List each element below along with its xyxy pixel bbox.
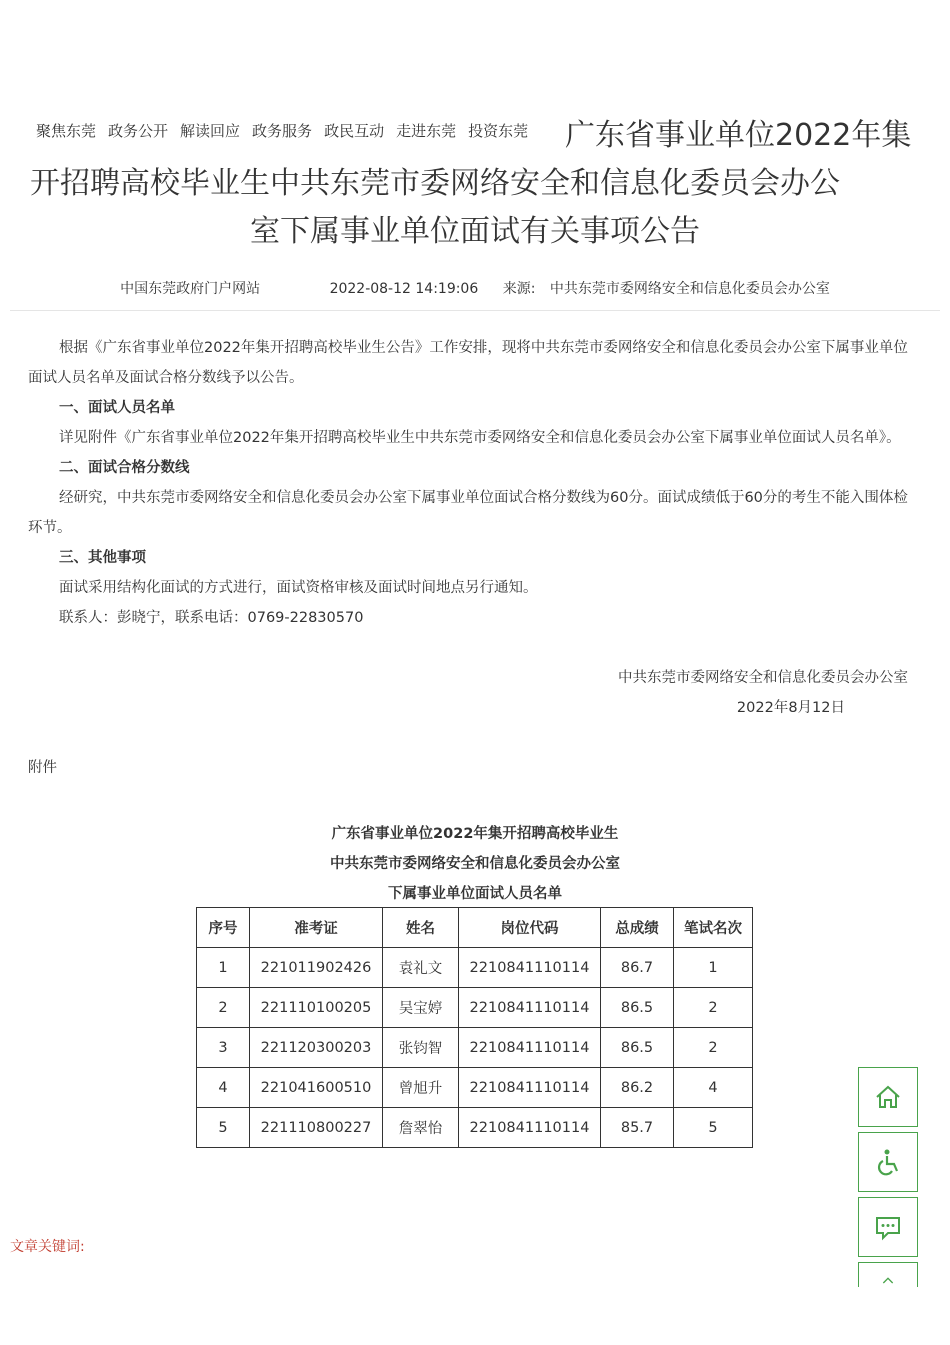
section-heading: 三、其他事项 [59, 550, 146, 566]
source-name: 中共东莞市委网络安全和信息化委员会办公室 [549, 281, 830, 297]
candidate-table [196, 907, 753, 1148]
cell: 2210841110114 [459, 988, 601, 1028]
signature: 中共东莞市委网络安全和信息化委员会办公室 [618, 670, 908, 686]
nav-item[interactable]: 聚焦东莞 [36, 122, 97, 140]
cell: 2210841110114 [459, 948, 601, 988]
col-header: 笔试名次 [674, 908, 753, 948]
cell: 3 [197, 1028, 250, 1068]
article-title [30, 112, 920, 256]
message-button[interactable] [858, 1197, 918, 1257]
site-name: 中国东莞政府门户网站 [120, 281, 261, 297]
table-row [197, 1028, 753, 1068]
cell: 221041600510 [250, 1068, 383, 1108]
cell: 86.5 [601, 1028, 674, 1068]
accessibility-button[interactable] [858, 1132, 918, 1192]
paragraph: 根据《广东省事业单位2022年集开招聘高校毕业生公告》工作安排，现将中共东莞市委网络安全和信息化委员会办公室下属事业单位面试人员名单及面试合格分数线予以公告。 [28, 340, 908, 386]
cell: 2210841110114 [459, 1028, 601, 1068]
sign-date: 2022年8月12日 [736, 700, 845, 716]
nav-item[interactable]: 政务服务 [252, 122, 313, 140]
cell: 2 [197, 988, 250, 1028]
cell: 2210841110114 [459, 1068, 601, 1108]
cell: 86.5 [601, 988, 674, 1028]
article-body [28, 333, 918, 783]
col-header: 岗位代码 [459, 908, 601, 948]
cell: 袁礼文 [383, 948, 459, 988]
attachment-label: 附件 [28, 760, 57, 776]
table-row [197, 948, 753, 988]
cell: 85.7 [601, 1108, 674, 1148]
cell: 86.7 [601, 948, 674, 988]
annex-title-line2: 中共东莞市委网络安全和信息化委员会办公室 [330, 856, 620, 872]
table-row [197, 1068, 753, 1108]
article-title-line1: 广东省事业单位2022年集开招聘高校毕业生中共东莞市委网络安全和信息化委员会办公 [30, 118, 912, 201]
accessibility-icon [873, 1147, 903, 1177]
section-heading: 一、面试人员名单 [59, 400, 175, 416]
divider [10, 310, 940, 311]
article-title-line2: 室下属事业单位面试有关事项公告 [250, 214, 700, 249]
publish-datetime: 2022-08-12 14:19:06 [329, 281, 479, 297]
nav-item[interactable]: 政民互动 [324, 122, 385, 140]
nav-item[interactable]: 走进东莞 [396, 122, 457, 140]
cell: 张钧智 [383, 1028, 459, 1068]
nav-item[interactable]: 政务公开 [108, 122, 169, 140]
col-header: 准考证 [250, 908, 383, 948]
annex-title [0, 819, 950, 909]
paragraph: 经研究，中共东莞市委网络安全和信息化委员会办公室下属事业单位面试合格分数线为60分。面试成绩低于60分的考生不能入围体检环节。 [28, 490, 908, 536]
cell: 2 [674, 988, 753, 1028]
cell: 曾旭升 [383, 1068, 459, 1108]
cell: 221110800227 [250, 1108, 383, 1148]
cell: 4 [674, 1068, 753, 1108]
cell: 5 [197, 1108, 250, 1148]
cell: 4 [197, 1068, 250, 1108]
table-row [197, 988, 753, 1028]
col-header: 序号 [197, 908, 250, 948]
cell: 221120300203 [250, 1028, 383, 1068]
cell: 86.2 [601, 1068, 674, 1108]
cell: 2 [674, 1028, 753, 1068]
cell: 2210841110114 [459, 1108, 601, 1148]
article-keywords: 文章关键词: [10, 1239, 85, 1255]
source-label: 来源: [502, 281, 536, 297]
col-header: 姓名 [383, 908, 459, 948]
article-meta [0, 278, 950, 298]
home-icon [873, 1082, 903, 1112]
cell: 221011902426 [250, 948, 383, 988]
home-button[interactable] [858, 1067, 918, 1127]
col-header: 总成绩 [601, 908, 674, 948]
table-header-row [197, 908, 753, 948]
paragraph: 面试采用结构化面试的方式进行，面试资格审核及面试时间地点另行通知。 [59, 580, 538, 596]
message-icon [873, 1212, 903, 1242]
nav-item[interactable]: 解读回应 [180, 122, 241, 140]
cell: 5 [674, 1108, 753, 1148]
back-to-top-button[interactable] [858, 1262, 918, 1287]
section-heading: 二、面试合格分数线 [59, 460, 190, 476]
annex-title-line1: 广东省事业单位2022年集开招聘高校毕业生 [331, 826, 619, 842]
cell: 221110100205 [250, 988, 383, 1028]
contact-info: 联系人：彭晓宁，联系电话：0769-22830570 [59, 610, 364, 626]
annex-title-line3: 下属事业单位面试人员名单 [388, 886, 562, 902]
nav-item[interactable]: 投资东莞 [468, 122, 529, 140]
back-to-top-icon [878, 1271, 898, 1291]
cell: 1 [674, 948, 753, 988]
cell: 1 [197, 948, 250, 988]
paragraph: 详见附件《广东省事业单位2022年集开招聘高校毕业生中共东莞市委网络安全和信息化委员会办公室下属事业单位面试人员名单》。 [59, 430, 901, 446]
table-row [197, 1108, 753, 1148]
cell: 詹翠怡 [383, 1108, 459, 1148]
cell: 吴宝婷 [383, 988, 459, 1028]
